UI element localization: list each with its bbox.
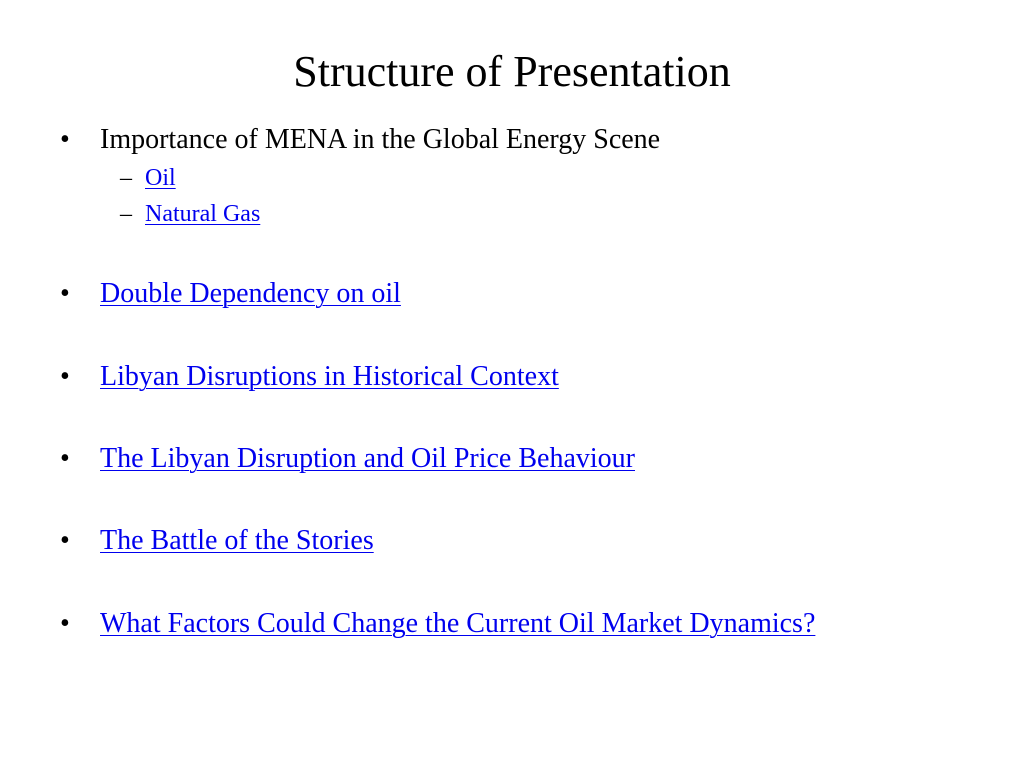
oil-link[interactable]: Oil <box>145 165 176 191</box>
battle-of-stories-link[interactable]: The Battle of the Stories <box>100 525 374 556</box>
bullet-icon: • <box>60 278 70 309</box>
libyan-disruptions-link[interactable]: Libyan Disruptions in Historical Context <box>100 361 559 392</box>
bullet-icon: • <box>60 608 70 639</box>
bullet-icon: • <box>60 361 70 392</box>
bullet-icon: • <box>60 525 70 556</box>
bullet-icon: • <box>60 124 70 155</box>
bullet-icon: • <box>60 443 70 474</box>
oil-price-behaviour-link[interactable]: The Libyan Disruption and Oil Price Behaviour <box>100 443 635 474</box>
slide-title: Structure of Presentation <box>293 47 731 96</box>
double-dependency-link[interactable]: Double Dependency on oil <box>100 278 401 309</box>
dash-icon: – <box>120 201 132 227</box>
market-dynamics-link[interactable]: What Factors Could Change the Current Oil Market Dynamics? <box>100 608 816 639</box>
dash-icon: – <box>120 165 132 191</box>
bullet-text: Importance of MENA in the Global Energy Scene <box>100 124 661 155</box>
natural-gas-link[interactable]: Natural Gas <box>145 201 261 227</box>
